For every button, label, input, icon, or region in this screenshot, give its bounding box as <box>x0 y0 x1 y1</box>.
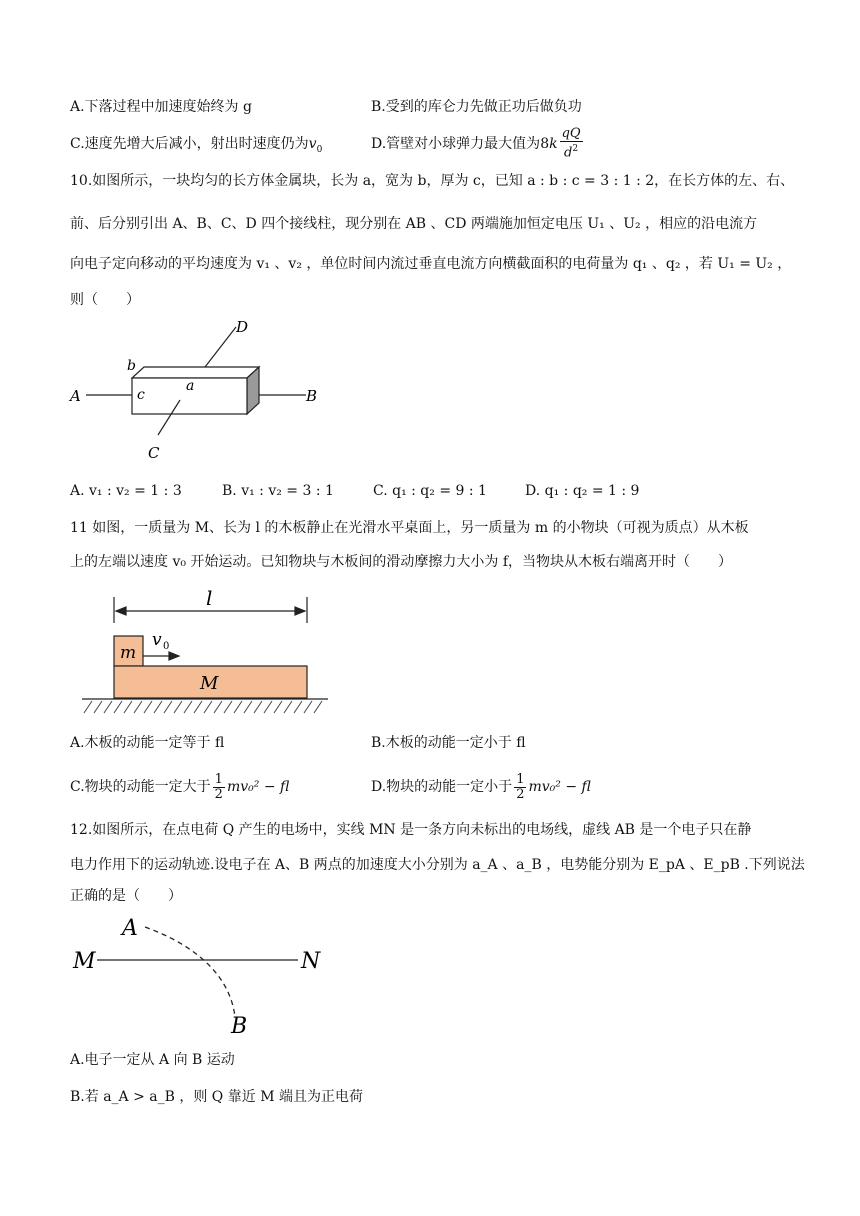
q11-option-c: C.物块的动能一定大于 $\frac{1}{2}$ mv₀² − fl <box>70 771 290 802</box>
q9-option-d: D.管壁对小球弹力最大值为8k $\frac{qQ}{d^2}$ <box>371 126 581 161</box>
label-A: A <box>122 916 138 941</box>
q12-stem-line2: 电力作用下的运动轨迹.设电子在 A、B 两点的加速度大小分别为 a_A 、a_B ，电势能分别为 E_pA 、E_pB .下列说法 <box>70 857 805 873</box>
q12-option-b: B.若 a_A > a_B ，则 Q 靠近 M 端且为正电荷 <box>70 1089 363 1105</box>
q10-option-a: A. v₁ : v₂ = 1 : 3 <box>70 483 182 499</box>
q10-option-b: B. v₁ : v₂ = 3 : 1 <box>222 483 334 499</box>
q9-option-b: B.受到的库仑力先做正功后做负功 <box>371 99 582 115</box>
q12-field-line-figure <box>65 905 345 1040</box>
q10-stem-line2: 前、后分别引出 A、B、C、D 四个接线柱，现分别在 AB 、CD 两端施加恒定电压 U₁ 、U₂ ，相应的沿电流方 <box>70 216 758 232</box>
label-b: b <box>127 358 136 374</box>
label-A: A <box>70 387 81 405</box>
label-C: C <box>148 444 160 462</box>
q9-option-a: A.下落过程中加速度始终为 g <box>70 99 252 115</box>
label-N: N <box>301 949 321 974</box>
label-B: B <box>306 387 318 405</box>
label-D: D <box>236 318 249 336</box>
q11-option-a: A.木板的动能一定等于 fl <box>70 735 225 751</box>
q10-stem-line3: 向电子定向移动的平均速度为 v₁ 、v₂ ，单位时间内流过垂直电流方向横截面积的电荷量为 q₁ 、q₂ ，若 U₁ = U₂ ， <box>70 256 792 272</box>
q11-option-b: B.木板的动能一定小于 fl <box>371 735 526 751</box>
q12-stem-line3: 正确的是（ ） <box>70 888 182 904</box>
label-v: v <box>152 630 162 650</box>
q12-stem-line1: 12.如图所示，在点电荷 Q 产生的电场中，实线 MN 是一条方向未标出的电场线，虚线 AB 是一个电子只在静 <box>70 822 752 838</box>
q9-option-c: C.速度先增大后减小，射出时速度仍为$v_0$ <box>70 136 323 155</box>
q10-stem-line1: 10.如图所示，一块均匀的长方体金属块，长为 a，宽为 b，厚为 c，已知 a : b : c = 3 : 1 : 2，在长方体的左、右、 <box>70 173 795 189</box>
label-a: a <box>186 378 195 394</box>
q11-option-d: D.物块的动能一定小于 $\frac{1}{2}$ mv₀² − fl <box>371 771 591 802</box>
q10-option-d: D. q₁ : q₂ = 1 : 9 <box>525 483 640 499</box>
q12-option-a: A.电子一定从 A 向 B 运动 <box>70 1052 235 1068</box>
label-m: m <box>120 643 137 663</box>
label-c: c <box>137 387 145 403</box>
label-B: B <box>231 1014 248 1039</box>
label-v-sub: 0 <box>163 641 170 652</box>
label-M: M <box>73 949 96 974</box>
q11-stem-line2: 上的左端以速度 v₀ 开始运动。已知物块与木板间的滑动摩擦力大小为 f，当物块从木板右端离开时（ ） <box>70 554 733 570</box>
q10-cuboid-figure <box>60 315 330 465</box>
q10-stem-line4: 则（ ） <box>70 292 140 308</box>
q10-option-c: C. q₁ : q₂ = 9 : 1 <box>373 483 487 499</box>
label-M: M <box>200 673 219 694</box>
q11-stem-line1: 11 如图，一质量为 M、长为 l 的木板静止在光滑水平桌面上，另一质量为 m 的小物块（可视为质点）从木板 <box>70 520 749 536</box>
q11-board-figure <box>80 585 330 720</box>
label-l: l <box>206 586 213 610</box>
